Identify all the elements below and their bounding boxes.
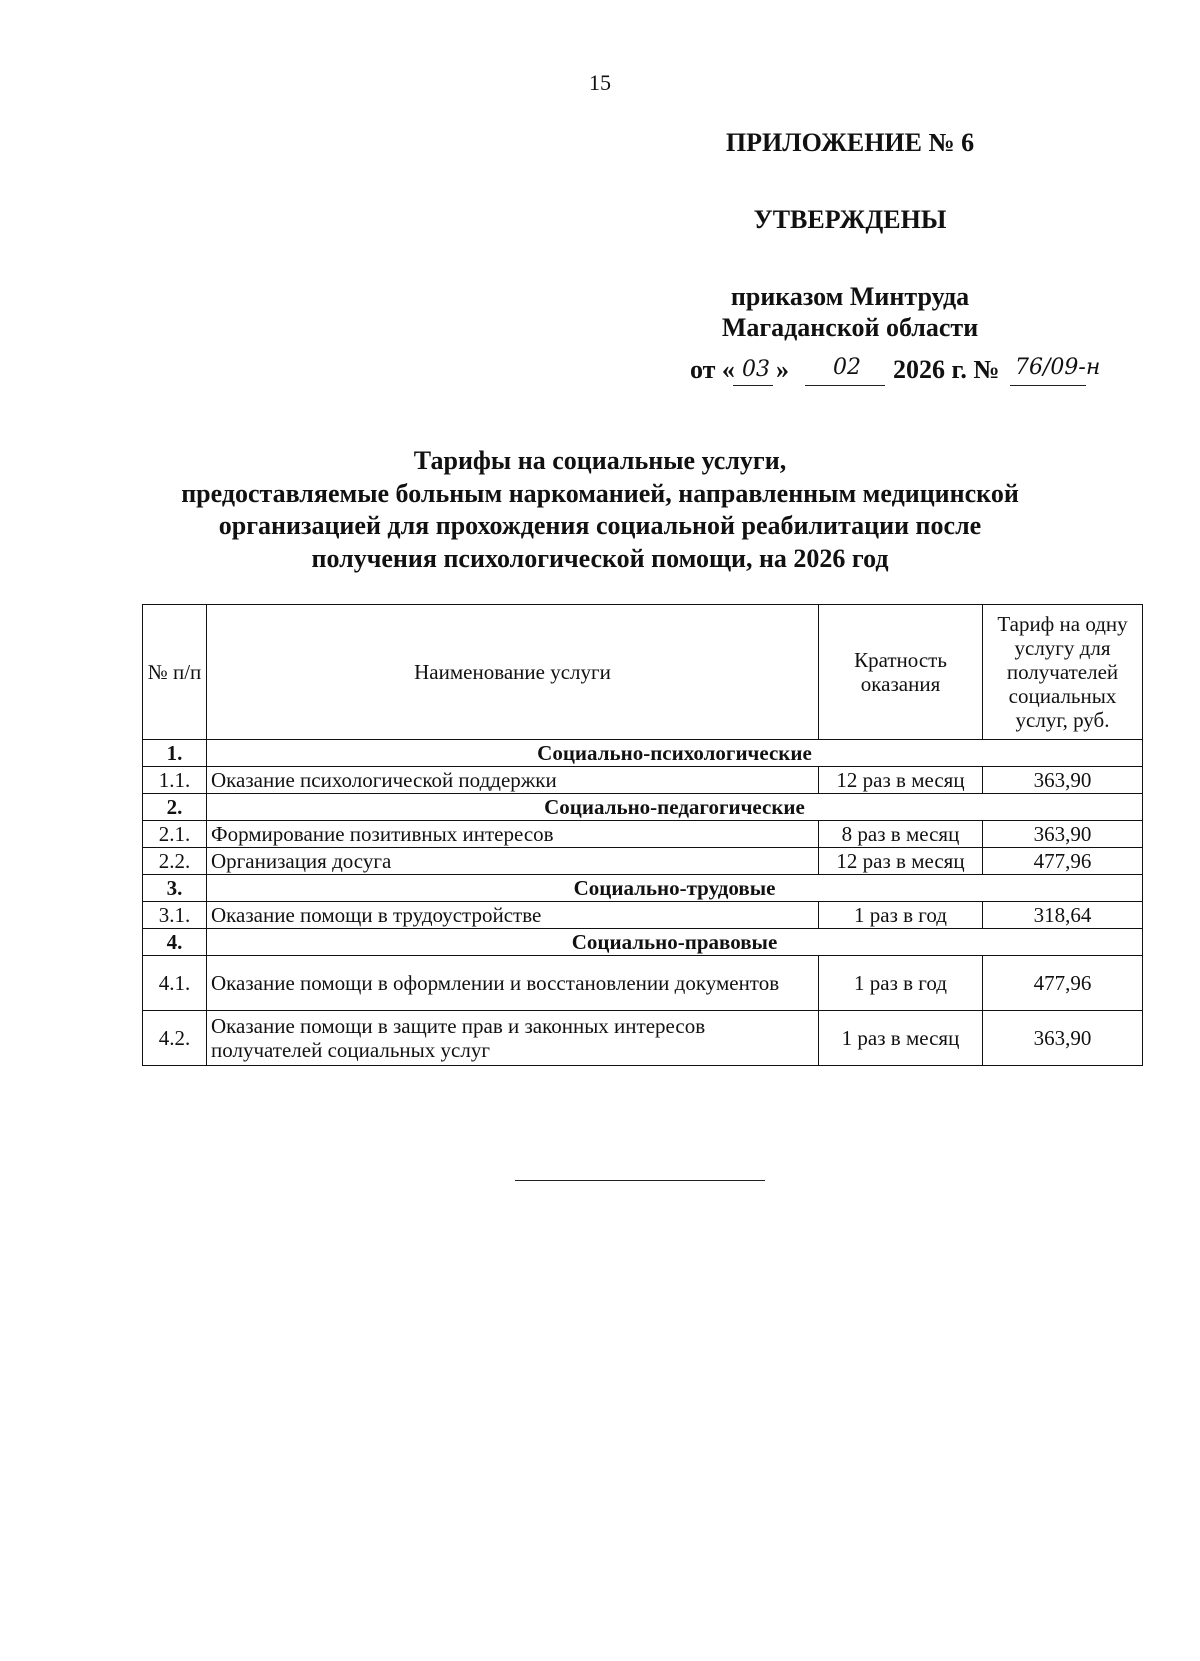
- table-row: [143, 956, 1143, 1011]
- number-underline: [1010, 385, 1086, 386]
- table-row: [143, 767, 1143, 794]
- row-num: 2.2.: [143, 848, 207, 875]
- service-name: Организация досуга: [207, 848, 819, 875]
- header-name: Наименование услуги: [207, 605, 819, 740]
- day-underline: [733, 385, 773, 386]
- row-num: 3.1.: [143, 902, 207, 929]
- service-frequency: 12 раз в месяц: [819, 848, 983, 875]
- header-num: № п/п: [143, 605, 207, 740]
- section-num: 1.: [143, 740, 207, 767]
- row-num: 4.1.: [143, 956, 207, 1011]
- title-line-3: организацией для прохождения социальной реабилитации после: [218, 511, 982, 540]
- service-price: 477,96: [983, 956, 1143, 1011]
- service-frequency: 12 раз в месяц: [819, 767, 983, 794]
- service-name: Оказание помощи в оформлении и восстановлении документов: [207, 956, 819, 1011]
- page-number: 15: [589, 70, 611, 95]
- table-row: [143, 821, 1143, 848]
- service-price: 363,90: [983, 1011, 1143, 1066]
- service-price: 363,90: [983, 767, 1143, 794]
- date-prefix: от «: [690, 355, 735, 384]
- section-row: [143, 929, 1143, 956]
- service-name: Формирование позитивных интересов: [207, 821, 819, 848]
- order-month: 02: [833, 355, 861, 380]
- table-header-row: [143, 605, 1143, 740]
- section-num: 2.: [143, 794, 207, 821]
- title-line-2: предоставляемые больным наркоманией, направленным медицинской: [181, 478, 1019, 508]
- section-title: Социально-правовые: [207, 929, 1143, 956]
- service-frequency: 1 раз в год: [819, 902, 983, 929]
- order-issuer-line2: Магаданской области: [721, 313, 979, 342]
- tariffs-table: [142, 604, 1143, 1066]
- table-row: [143, 848, 1143, 875]
- header-frequency: Кратность оказания: [819, 605, 983, 740]
- service-price: 477,96: [983, 848, 1143, 875]
- order-issuer-line1: приказом Минтруда: [730, 282, 970, 311]
- section-num: 4.: [143, 929, 207, 956]
- section-row: [143, 794, 1143, 821]
- service-frequency: 1 раз в год: [819, 956, 983, 1011]
- service-price: 318,64: [983, 902, 1143, 929]
- document-title: [60, 445, 1140, 575]
- order-day: 03: [742, 357, 770, 382]
- title-line-1: Тарифы на социальные услуги,: [413, 446, 787, 475]
- section-row: [143, 740, 1143, 767]
- table-row: [143, 902, 1143, 929]
- service-name: Оказание помощи в трудоустройстве: [207, 902, 819, 929]
- section-title: Социально-психологические: [207, 740, 1143, 767]
- row-num: 1.1.: [143, 767, 207, 794]
- date-quote-close: »: [776, 355, 789, 384]
- order-number: 76/09-н: [1015, 355, 1101, 380]
- row-num: 2.1.: [143, 821, 207, 848]
- section-num: 3.: [143, 875, 207, 902]
- order-year: 2026 г. №: [893, 355, 1000, 384]
- appendix-heading: ПРИЛОЖЕНИЕ № 6: [725, 128, 975, 157]
- service-frequency: 1 раз в месяц: [819, 1011, 983, 1066]
- end-divider: [515, 1180, 765, 1181]
- table-row: [143, 1011, 1143, 1066]
- service-name: Оказание психологической поддержки: [207, 767, 819, 794]
- row-num: 4.2.: [143, 1011, 207, 1066]
- month-underline: [805, 385, 885, 386]
- section-title: Социально-трудовые: [207, 875, 1143, 902]
- service-name: Оказание помощи в защите прав и законных интересов получателей социальных услуг: [207, 1011, 819, 1066]
- section-title: Социально-педагогические: [207, 794, 1143, 821]
- title-line-4: получения психологической помощи, на 2026 год: [311, 543, 889, 573]
- service-frequency: 8 раз в месяц: [819, 821, 983, 848]
- approved-heading: УТВЕРЖДЕНЫ: [753, 205, 947, 234]
- service-price: 363,90: [983, 821, 1143, 848]
- header-price: Тариф на одну услугу для получателей социальных услуг, руб.: [983, 605, 1143, 740]
- section-row: [143, 875, 1143, 902]
- order-issuer: [620, 281, 1080, 343]
